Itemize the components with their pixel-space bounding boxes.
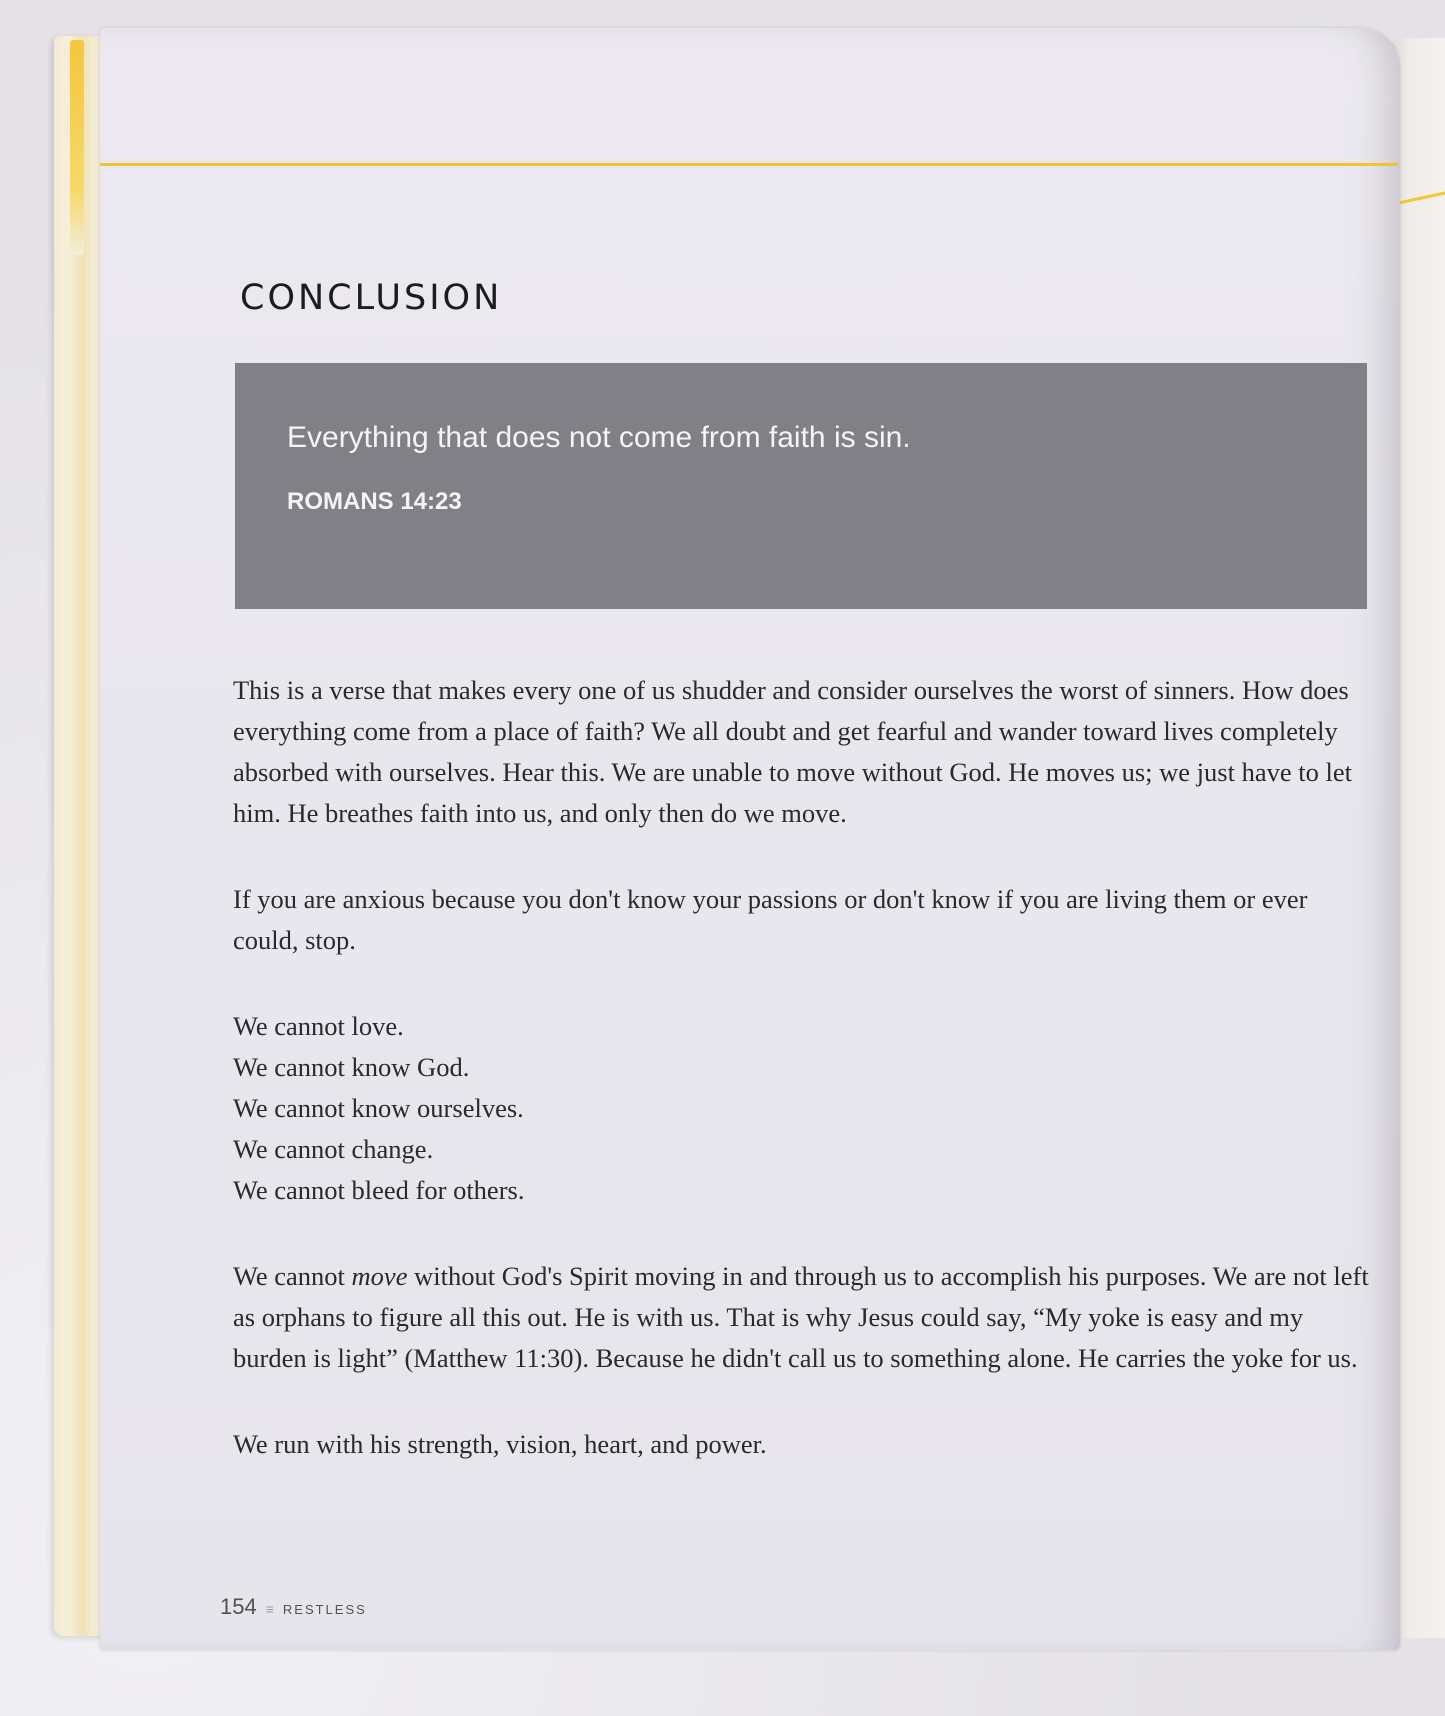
page-number: 154 [220,1594,257,1619]
body-text [233,670,1373,1510]
paragraph [233,1256,1373,1379]
scripture-reference: ROMANS 14:23 [287,488,462,515]
list-item: We cannot know God. [233,1052,470,1082]
paragraph: We run with his strength, vision, heart, and power. [233,1429,767,1459]
list-item: We cannot love. [233,1011,404,1041]
page-footer [220,1594,367,1620]
paragraph: This is a verse that makes every one of us shudder and consider ourselves the worst of sinners. How does everything come from a place of faith? We all doubt and get fearful and wander toward lives completely absorbed with ourselves. Hear this. We are unable to move without God. He moves us; we just have to let him. He breathes faith into us, and only then do we move. [233,675,1352,828]
gilded-edge [70,40,84,255]
scripture-quote: Everything that does not come from faith is sin. [287,421,911,454]
list-item: We cannot change. [233,1134,434,1164]
paragraph-text: We cannot [233,1261,352,1291]
paragraph-text: without God's Spirit moving in and through us to accomplish his purposes. We are not left as orphans to figure all this out. He is with us. That is why Jesus could say, “My yoke is easy and my burden is light” (Matthew 11:30). Because he didn't call us to something alone. He carries the yoke for us. [233,1261,1369,1373]
section-title: CONCLUSION [240,278,503,318]
paragraph: If you are anxious because you don't know your passions or don't know if you are living them or ever could, stop. [233,884,1308,955]
footer-separator: ≡ [265,1601,274,1617]
emphasis-text: move [351,1261,408,1291]
statement-list [233,1006,1373,1211]
running-title: RESTLESS [282,1602,367,1617]
list-item: We cannot bleed for others. [233,1175,525,1205]
scripture-callout [235,363,1367,609]
page-edge-stack [54,36,106,1636]
book-page [100,28,1400,1650]
header-rule [100,163,1398,166]
list-item: We cannot know ourselves. [233,1093,524,1123]
